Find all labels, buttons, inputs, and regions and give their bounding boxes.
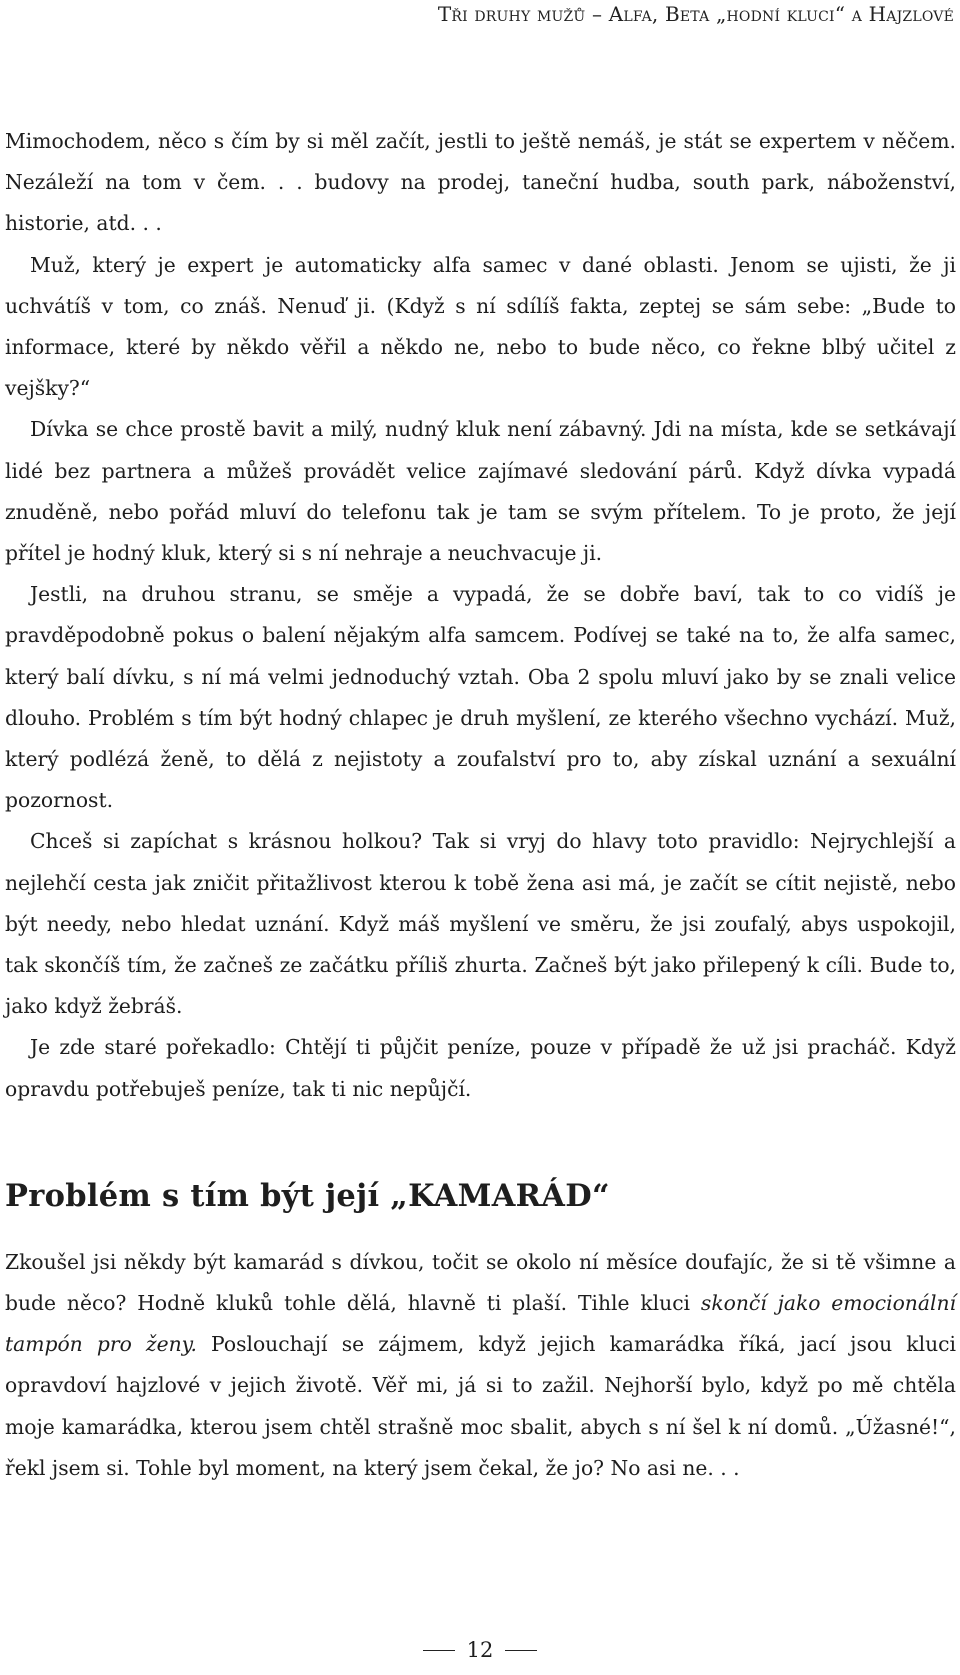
section-paragraph-emphasis: skončí jako emocionální tampón pro ženy. bbox=[5, 1291, 956, 1357]
section-heading: Problém s tím být její „KAMARÁD“ bbox=[5, 1177, 610, 1214]
footer-rule-left bbox=[423, 1650, 455, 1651]
page-number: 12 bbox=[466, 1638, 494, 1662]
page-footer bbox=[0, 1638, 960, 1662]
paragraph-3: Dívka se chce prostě bavit a milý, nudný kluk není zábavný. Jdi na místa, kde se setkávají lidé bez partnera a můžeš provádět velice zajímavé sledování párů. Když dívka vypadá znuděně, nebo pořád mluví do telefonu tak je tam se svým přítelem. To je proto, že její přítel je hodný kluk, který si s ní nehraje a neuchvacuje ji. bbox=[5, 417, 956, 566]
paragraph-1: Mimochodem, něco s čím by si měl začít, jestli to ještě nemáš, je stát se expertem v něčem. Nezáleží na tom v čem. . . budovy na prodej, taneční hudba, south park, náboženství, historie, atd. . . bbox=[5, 129, 956, 236]
running-header-title: Tři druhy mužů – Alfa, Beta „hodní kluci“ a Hajzlové bbox=[437, 2, 954, 26]
section-paragraph-text-end: Poslouchají se zájmem, když jejich kamarádka říká, jací jsou kluci opravdoví hajzlové v jejich životě. Věř mi, já si to zažil. Nejhorší bylo, když po mě chtěla moje kamarádka, kterou jsem chtěl strašně moc sbalit, abych s ní šel k ní domů. „Úžasné!“, řekl jsem si. Tohle byl moment, na který jsem čekal, že jo? No asi ne. . . bbox=[5, 1332, 956, 1480]
paragraph-6: Je zde staré pořekadlo: Chtějí ti půjčit peníze, pouze v případě že už jsi pracháč. Když opravdu potřebuješ peníze, tak ti nic nepůjčí. bbox=[5, 1035, 956, 1101]
paragraph-4: Jestli, na druhou stranu, se směje a vypadá, že se dobře baví, tak to co vidíš je pravděpodobně pokus o balení nějakým alfa samcem. Podívej se také na to, že alfa samec, který balí dívku, s ní má velmi jednoduchý vztah. Oba 2 spolu mluví jako by se znali velice dlouho. Problém s tím být hodný chlapec je druh myšlení, ze kterého všechno vychází. Muž, který podlézá ženě, to dělá z nejistoty a zoufalství pro to, aby získal uznání a sexuální pozornost. bbox=[5, 582, 956, 813]
page-body bbox=[5, 121, 956, 1489]
section-paragraph bbox=[5, 1242, 956, 1489]
footer-rule-right bbox=[505, 1650, 537, 1651]
section-paragraph-text-start: Zkoušel jsi někdy být kamarád s dívkou, točit se okolo ní měsíce doufajíc, že si tě všimne a bude něco? Hodně kluků tohle dělá, hlavně ti plaší. Tihle kluci bbox=[5, 1249, 956, 1316]
paragraph-5: Chceš si zapíchat s krásnou holkou? Tak si vryj do hlavy toto pravidlo: Nejrychlejší a nejlehčí cesta jak zničit přitažlivost kterou k tobě žena asi má, je začít se cítit nejistě, nebo být needy, nebo hledat uznání. Když máš myšlení ve směru, že jsi zoufalý, abys uspokojil, tak skončíš tím, že začneš ze začátku příliš zhurta. Začneš být jako přilepený k cíli. Bude to, jako když žebráš. bbox=[5, 829, 956, 1019]
paragraph-2: Muž, který je expert je automaticky alfa samec v dané oblasti. Jenom se ujisti, že ji uchvátíš v tom, co znáš. Nenuď ji. (Když s ní sdílíš fakta, zeptej se sám sebe: „Bude to informace, které by někdo věřil a někdo ne, nebo to bude něco, co řekne blbý učitel z vejšky?“ bbox=[5, 252, 956, 401]
running-header bbox=[0, 2, 954, 26]
